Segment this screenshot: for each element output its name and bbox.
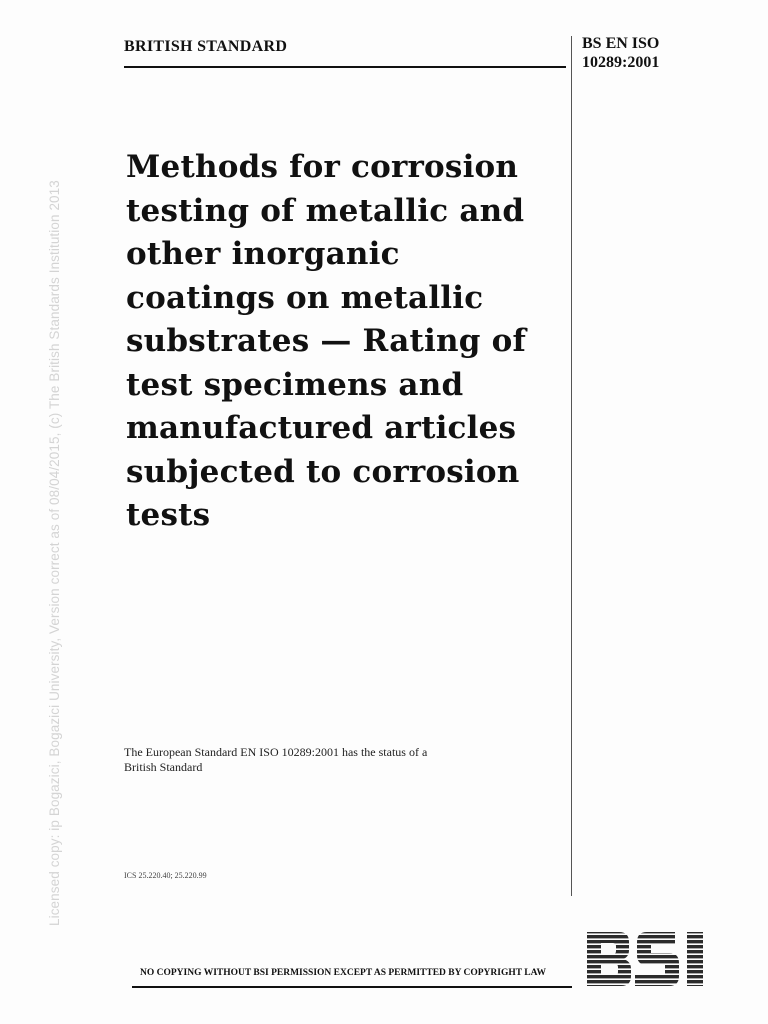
status-note xyxy=(124,745,504,775)
footer-divider xyxy=(132,986,572,988)
document-title xyxy=(126,146,566,538)
status-note-line: British Standard xyxy=(124,760,203,774)
standard-number-line-1: BS EN ISO xyxy=(582,35,660,52)
license-watermark: Licensed copy: ip Bogazici, Bogazici University, Version correct as of 08/04/2015, (c) The British Standards Institution 2013 xyxy=(47,180,62,926)
standard-number xyxy=(582,34,702,72)
vertical-divider xyxy=(571,36,572,896)
title-line: test specimens and xyxy=(126,366,464,403)
standard-number-line-2: 10289:2001 xyxy=(582,54,660,71)
title-line: tests xyxy=(126,497,211,533)
copyright-notice: NO COPYING WITHOUT BSI PERMISSION EXCEPT AS PERMITTED BY COPYRIGHT LAW xyxy=(140,968,546,978)
title-line: Methods for corrosion xyxy=(126,149,519,185)
header-divider xyxy=(124,66,566,68)
status-note-line: The European Standard EN ISO 10289:2001 has the status of a xyxy=(124,745,428,759)
title-line: coatings on metallic xyxy=(126,279,484,316)
title-line: manufactured articles xyxy=(126,410,517,446)
title-line: subjected to corrosion xyxy=(126,453,520,490)
title-line: other inorganic xyxy=(126,236,400,272)
bsi-logo xyxy=(585,930,709,988)
title-line: substrates — Rating of xyxy=(126,323,527,359)
ics-code: ICS 25.220.40; 25.220.99 xyxy=(124,871,207,880)
title-line: testing of metallic and xyxy=(126,192,525,229)
document-type-label: BRITISH STANDARD xyxy=(124,38,288,55)
